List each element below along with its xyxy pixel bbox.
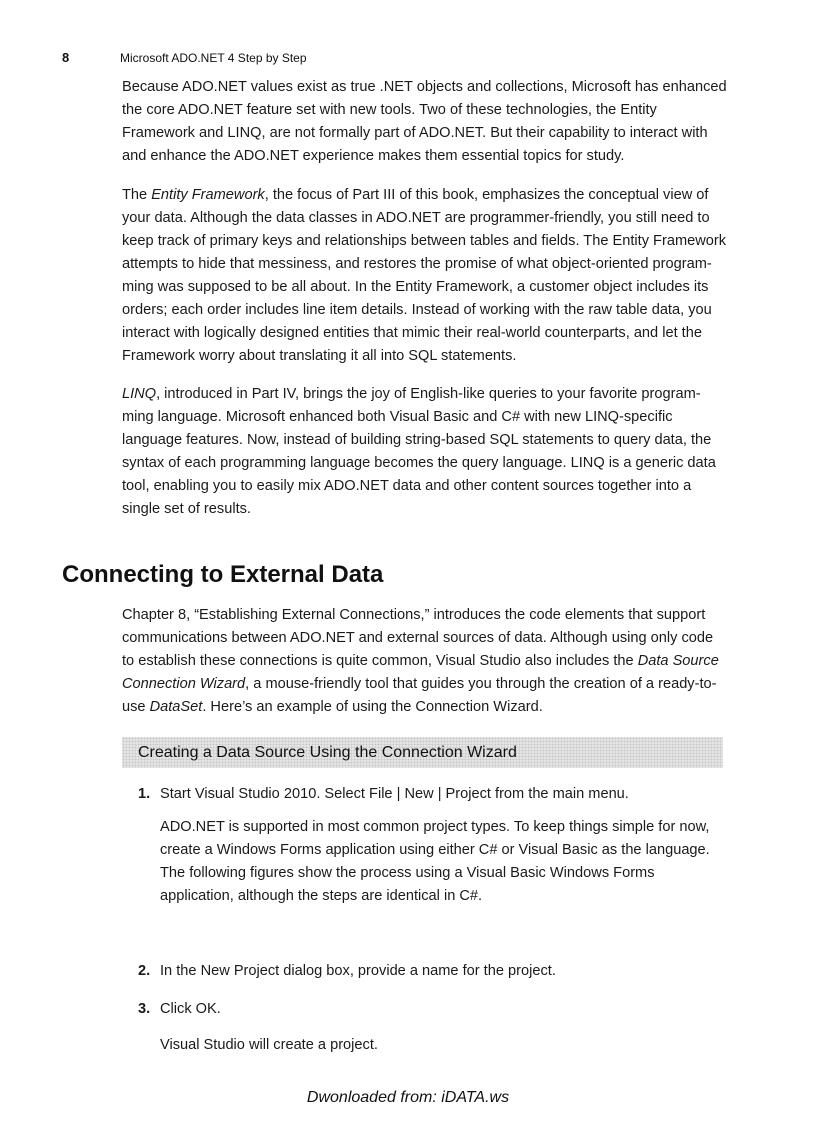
intro-part-c: . Here’s an example of using the Connection Wizard.: [202, 699, 543, 715]
paragraph-rest: , introduced in Part IV, brings the joy of English-like queries to your favorite program-ming language. Microsoft enhanced both Visual Basic and C# with new LINQ-specific language features. Now, instead of building string-based SQL statements to query data, the syntax of each programming language becomes the query language. LINQ is a generic data tool, enabling you to easily mix ADO.NET data and other content sources together into a single set of results.: [122, 386, 716, 517]
paragraph-text: [122, 184, 728, 368]
term-linq: LINQ: [122, 386, 157, 402]
term-dataset: DataSet: [149, 699, 203, 715]
paragraph-text: [122, 383, 728, 521]
step-item: [122, 783, 728, 960]
book-title: Microsoft ADO.NET 4 Step by Step: [120, 51, 307, 65]
intro-part-a: Chapter 8, “Establishing External Connections,” introduces the code elements that support communications between ADO.NET and external sources of data. Although using only code to establish these connections is quite common, Visual Studio also includes the: [122, 607, 714, 669]
paragraph-linq: [122, 383, 728, 521]
step-note: ADO.NET is supported in most common project types. To keep things simple for now, create a Windows Forms application using either C# or Visual Basic as the language. The following figures show the process using a Visual Basic Windows Forms application, although the steps are identical in C#.: [160, 819, 710, 904]
step-item: [122, 998, 728, 1057]
term-entity-framework: Entity Framework: [151, 187, 265, 203]
procedure-title-banner: Creating a Data Source Using the Connection Wizard: [122, 737, 723, 768]
paragraph-intro: [122, 76, 728, 168]
step-text: In the New Project dialog box, provide a name for the project.: [160, 963, 556, 979]
step-text: Start Visual Studio 2010. Select File | New | Project from the main menu.: [160, 786, 629, 802]
paragraph-text: [122, 604, 728, 719]
step-note: Visual Studio will create a project.: [160, 1037, 378, 1053]
procedure-steps: [122, 783, 728, 1057]
term-connection-wizard: Data Source Connection Wizard: [122, 653, 719, 692]
section-heading: Connecting to External Data: [62, 561, 384, 588]
download-footer: Dwonloaded from: iDATA.ws: [306, 1089, 510, 1106]
section-intro: [122, 604, 728, 719]
paragraph-rest: , the focus of Part III of this book, emphasizes the conceptual view of your data. Although the data classes in ADO.NET are programmer-friendly, you still need to keep track of primary keys and relationships between tables and fields. The Entity Framework attempts to hide that messiness, and restores the promise of what object-oriented program-ming was supposed to be all about. In the Entity Framework, a customer object includes its orders; each order includes line item details. Instead of working with the raw table data, you interact with logically designed entities that mimic their real-world counterparts, and let the Framework worry about translating it all into SQL statements.: [122, 187, 727, 364]
step-text: Click OK.: [160, 1001, 221, 1017]
step-number: 2.: [138, 963, 151, 979]
page-number: 8: [62, 50, 70, 65]
step-number: 1.: [138, 786, 151, 802]
intro-part-b: , a mouse-friendly tool that guides you through the creation of a ready-to-use: [122, 676, 717, 715]
step-item: [122, 960, 728, 998]
running-header: [62, 50, 307, 65]
paragraph-text: Because ADO.NET values exist as true .NET objects and collections, Microsoft has enhanced the core ADO.NET feature set with new tools. Two of these technologies, the Entity Framework and LINQ, are not formally part of ADO.NET. But their capability to interact with and enhance the ADO.NET experience makes them essential topics for study.: [122, 79, 727, 164]
step-number: 3.: [138, 1001, 151, 1017]
paragraph-entity-framework: [122, 184, 728, 368]
paragraph-lead: The: [122, 187, 152, 203]
